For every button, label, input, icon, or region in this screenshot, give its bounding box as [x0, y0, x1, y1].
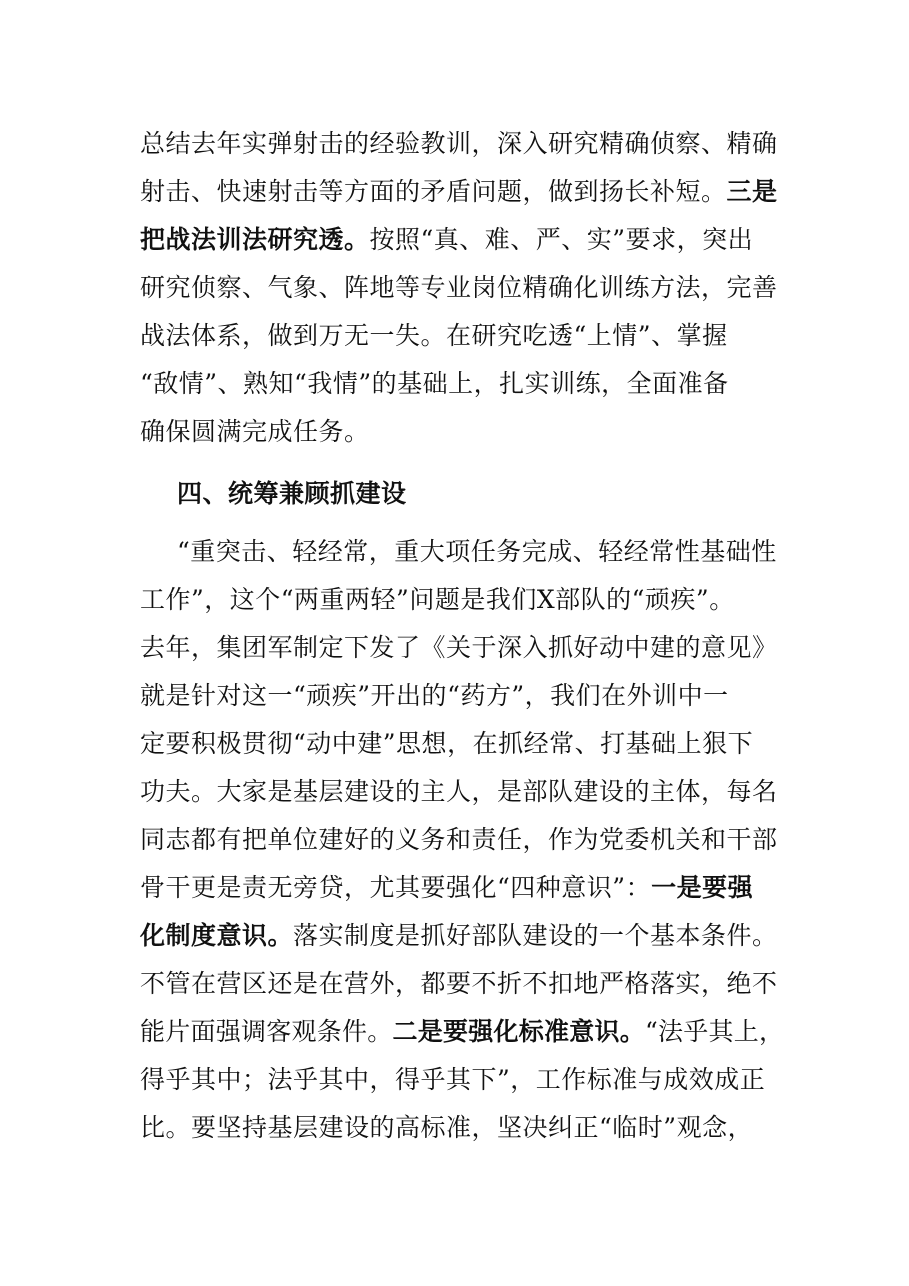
bold-awareness-1-title: 化制度意识。	[140, 921, 294, 950]
bold-awareness-1-lead: 一是要强	[651, 873, 754, 902]
para1-line-2-text: 射击、快速射击等方面的矛盾问题，做到扬长补短。	[140, 177, 727, 206]
para1-line-6: “敌情”、熟知“我情”的基础上，扎实训练，全面准备	[140, 369, 729, 398]
para2-line-12: 得乎其中；法乎其中，得乎其下”，工作标准与成效成正	[140, 1065, 766, 1094]
bold-point-3-lead: 三是	[726, 177, 778, 206]
bold-point-3-title: 把战法训法研究透。	[140, 225, 370, 254]
para2-line-8	[140, 870, 753, 906]
para2-line-7: 同志都有把单位建好的义务和责任，作为党委机关和干部	[140, 825, 778, 854]
para2-line-8-text: 骨干更是责无旁贷，尤其要强化“四种意识”：	[140, 873, 652, 902]
bold-awareness-2-title: 二是要强化标准意识。	[392, 1017, 646, 1046]
section-heading-4: 四、统筹兼顾抓建设	[177, 479, 407, 508]
para2-line-5: 定要积极贯彻“动中建”思想，在抓经常、打基础上狠下	[140, 729, 754, 758]
para2-line-13: 比。要坚持基层建设的高标准，坚决纠正“临时”观念，	[140, 1113, 754, 1142]
para1-line-1: 总结去年实弹射击的经验教训，深入研究精确侦察、精确	[140, 129, 778, 158]
para1-line-2	[140, 174, 778, 210]
para2-line-3: 去年，集团军制定下发了《关于深入抓好动中建的意见》	[140, 633, 778, 662]
para2-line-11-text: 能片面强调客观条件。	[140, 1017, 393, 1046]
para1-line-3	[140, 222, 753, 258]
para2-line-11	[140, 1014, 784, 1050]
para2-line-9	[140, 918, 778, 954]
para1-line-5: 战法体系，做到万无一失。在研究吃透“上情”、掌握	[140, 321, 728, 350]
para1-line-4: 研究侦察、气象、阵地等专业岗位精确化训练方法，完善	[140, 273, 778, 302]
para2-line-6: 功夫。大家是基层建设的主人，是部队建设的主体，每名	[140, 777, 778, 806]
para2-line-2: 工作”，这个“两重两轻”问题是我们X部队的“顽疾”。	[140, 585, 735, 614]
para2-line-10: 不管在营区还是在营外，都要不折不扣地严格落实，绝不	[140, 969, 778, 998]
para1-line-3-text: 按照“真、难、严、实”要求，突出	[369, 225, 754, 254]
para2-line-4: 就是针对这一“顽疾”开出的“药方”，我们在外训中一	[140, 681, 729, 710]
para2-line-9-text: 落实制度是抓好部队建设的一个基本条件。	[293, 921, 778, 950]
para2-line-11-quote: “法乎其上，	[645, 1017, 785, 1046]
para1-line-7: 确保圆满完成任务。	[140, 417, 370, 446]
para2-line-1: “重突击、轻经常，重大项任务完成、轻经常性基础性	[177, 537, 777, 566]
